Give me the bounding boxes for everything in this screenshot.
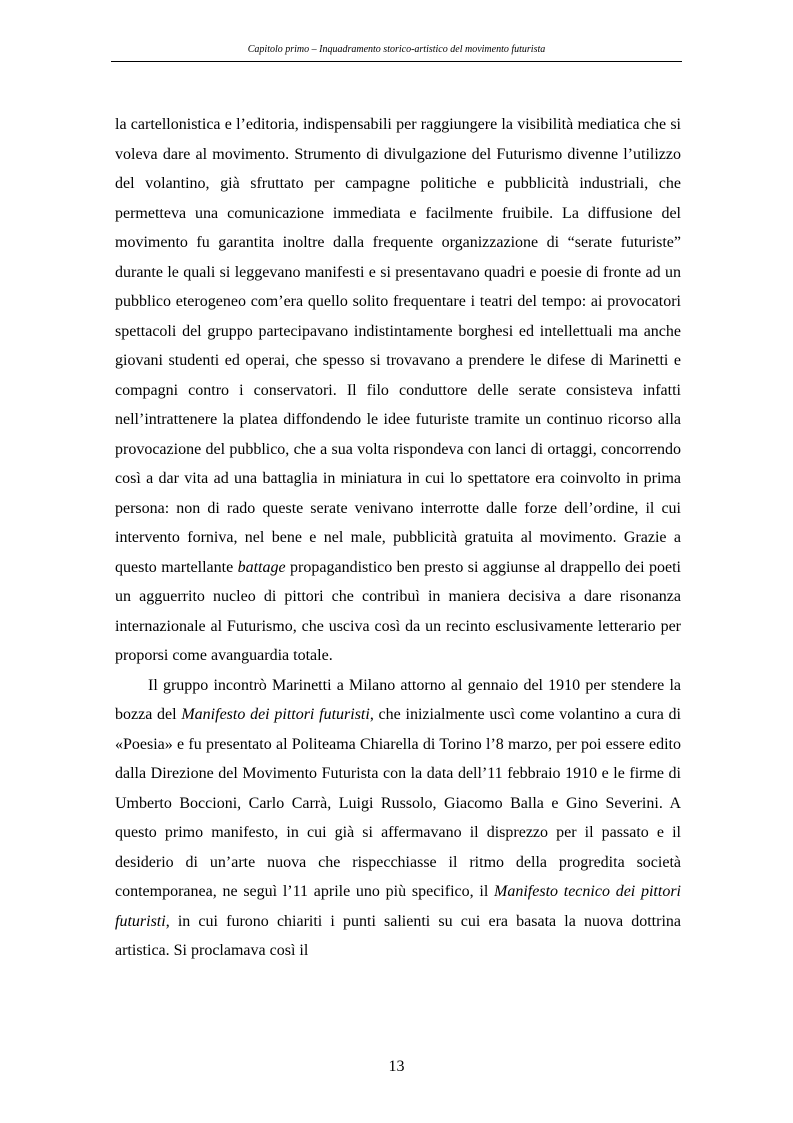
header-divider: [111, 61, 682, 62]
body-text: [115, 110, 681, 966]
paragraph-2-text-b: , che inizialmente uscì come volantino a cura di «Poesia» e fu presentato al Politeama Chiarella di Torino l’8 marzo, per poi essere edito dalla Direzione del Movimento Futurista con la data dell’11 febbraio 1910 e le firme di Umberto Boccioni, Carlo Carrà, Luigi Russolo, Giacomo Balla e Gino Severini. A questo primo manifesto, in cui già si affermavano il disprezzo per il passato e il desiderio di un’arte nuova che rispecchiasse il ritmo della progredita società contemporanea, ne seguì l’11 aprile uno più specifico, il: [115, 706, 681, 900]
paragraph-2-text-a: Il gruppo incontrò Marinetti a Milano attorno al gennaio del 1910 per stendere la bozza del: [115, 676, 681, 723]
paragraph-1-italic-battage: battage: [237, 558, 286, 576]
paragraph-2-italic-manifesto-pittori: Manifesto dei pittori futuristi: [181, 706, 370, 723]
paragraph-1-text-a: la cartellonistica e l’editoria, indispensabili per raggiungere la visibilità mediatica che si voleva dare al movimento. Strumento di divulgazione del Futurismo divenne l’utilizzo del volantino, già sfruttato per campagne politiche e pubblicità industriali, che permetteva una comunicazione immediata e facilmente fruibile. La diffusione del movimento fu garantita inoltre dalla frequente organizzazione di “serate futuriste” durante le quali si leggevano manifesti e si presentavano quadri e poesie di fronte ad un pubblico eterogeneo com’era quello solito frequentare i teatri del tempo: ai provocatori spettacoli del gruppo partecipavano indistintamente borghesi ed intellettuali ma anche giovani studenti ed operai, che spesso si trovavano a prendere le difese di Marinetti e compagni contro i conservatori. Il filo conduttore delle serate consisteva infatti nell’intrattenere la platea diffondendo le idee futuriste tramite un continuo ricorso alla provocazione del pubblico, che a sua volta rispondeva con lanci di ortaggi, concorrendo così a dar vita ad una battaglia in miniatura in cui lo spettatore era coinvolto in prima persona: non di rado queste serate venivano interrotte dalle forze dell’ordine, il cui intervento forniva, nel bene e nel male, pubblicità gratuita al movimento. Grazie a questo martellante: [115, 116, 681, 576]
page-number: 13: [388, 1058, 405, 1075]
paragraph-2: [115, 671, 681, 966]
paragraph-2-text-c: , in cui furono chiariti i punti salienti su cui era basata la nuova dottrina artistica. Si proclamava così il: [115, 912, 681, 959]
paragraph-2-italic-manifesto-tecnico: Manifesto tecnico dei pittori futuristi: [115, 883, 681, 930]
running-header: Capitolo primo – Inquadramento storico-artistico del movimento futurista: [247, 44, 546, 55]
paragraph-1-text-b: propagandistico ben presto si aggiunse al drappello dei poeti un agguerrito nucleo di pittori che contribuì in maniera decisiva a dare risonanza internazionale al Futurismo, che usciva così da un recinto esclusivamente letterario per proporsi come avanguardia totale.: [115, 558, 681, 664]
paragraph-1: [115, 110, 681, 671]
